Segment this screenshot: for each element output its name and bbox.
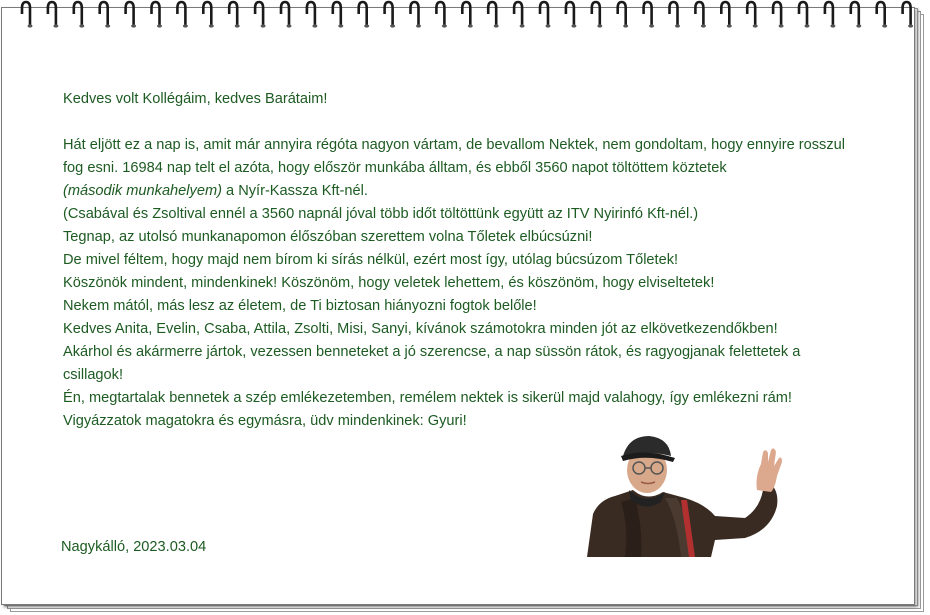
letter-paragraph-1 [63,134,853,203]
spiral-ring [540,2,551,28]
paragraph-1-tail: a Nyír-Kassza Kft-nél. [221,183,368,199]
spiral-ring [281,2,292,28]
spiral-ring [877,2,888,28]
spiral-ring [255,2,266,28]
letter-line-but: De mivel féltem, hogy majd nem bírom ki sírás nélkül, ezért most így, utólag búcsúzom Tőletek! [63,252,679,268]
spiral-ring [799,2,810,28]
paragraph-1-text: Hát eljött ez a nap is, amit már annyira régóta nagyon vártam, de bevallom Nektek, nem gondoltam, hogy ennyire rosszul fog esni. 16984 nap telt el azóta, hogy először munkába álltam, és ebből 3560 napot töltöttem köztetek [63,137,845,176]
spiral-ring [385,2,396,28]
spiral-ring [229,2,240,28]
spiral-ring [488,2,499,28]
spiral-ring [100,2,111,28]
spiral-ring [177,2,188,28]
letter-line-thanks: Köszönök mindent, mindenkinek! Köszönöm, hogy veletek lehettem, és köszönöm, hogy elviseltetek! [63,275,715,291]
spiral-ring [851,2,862,28]
spiral-binding [0,0,930,30]
spiral-ring [903,2,914,28]
letter-line-closing: Vigyázzatok magatokra és egymásra, üdv mindenkinek: Gyuri! [63,413,467,429]
paragraph-1-italic: (második munkahelyem) [63,183,222,199]
spiral-ring [773,2,784,28]
spiral-ring [514,2,525,28]
spiral-ring [152,2,163,28]
paragraph-gap [63,111,853,134]
spiral-ring [592,2,603,28]
spiral-ring [721,2,732,28]
waving-man-photo [585,432,790,557]
letter-line-yesterday: Tegnap, az utolsó munkanapomon élőszóban szerettem volna Tőletek elbúcsúzni! [63,229,593,245]
spiral-ring [566,2,577,28]
spiral-ring [74,2,85,28]
spiral-ring [695,2,706,28]
letter-line-names: Kedves Anita, Evelin, Csaba, Attila, Zsolti, Misi, Sanyi, kívánok számotokra minden jót az elkövetkezendőkben! [63,321,778,337]
spiral-ring [670,2,681,28]
letter-line-itv: (Csabával és Zsoltival ennél a 3560 napnál jóval több időt töltöttünk együtt az ITV Nyirinfó Kft-nél.) [63,206,699,222]
spiral-ring [307,2,318,28]
letter-greeting: Kedves volt Kollégáim, kedves Barátaim! [63,91,328,107]
spiral-ring [333,2,344,28]
letter-line-luck: Akárhol és akármerre jártok, vezessen benneteket a jó szerencse, a nap süssön rátok, és ragyogjanak felettetek a csillagok! [63,344,801,383]
spiral-ring [359,2,370,28]
letter-line-life: Nekem mától, más lesz az életem, de Ti biztosan hiányozni fogtok belőle! [63,298,537,314]
spiral-ring [747,2,758,28]
spiral-ring [825,2,836,28]
spiral-ring [411,2,422,28]
spiral-ring [48,2,59,28]
spiral-ring [618,2,629,28]
spiral-ring [644,2,655,28]
spiral-ring [126,2,137,28]
farewell-letter [63,88,853,433]
spiral-ring [436,2,447,28]
spiral-ring [22,2,33,28]
spiral-ring [203,2,214,28]
spiral-ring [462,2,473,28]
letter-line-memory: Én, megtartalak bennetek a szép emlékezetemben, remélem nektek is sikerül majd valahogy, így emlékezni rám! [63,390,792,406]
place-date-signature: Nagykálló, 2023.03.04 [61,539,207,555]
